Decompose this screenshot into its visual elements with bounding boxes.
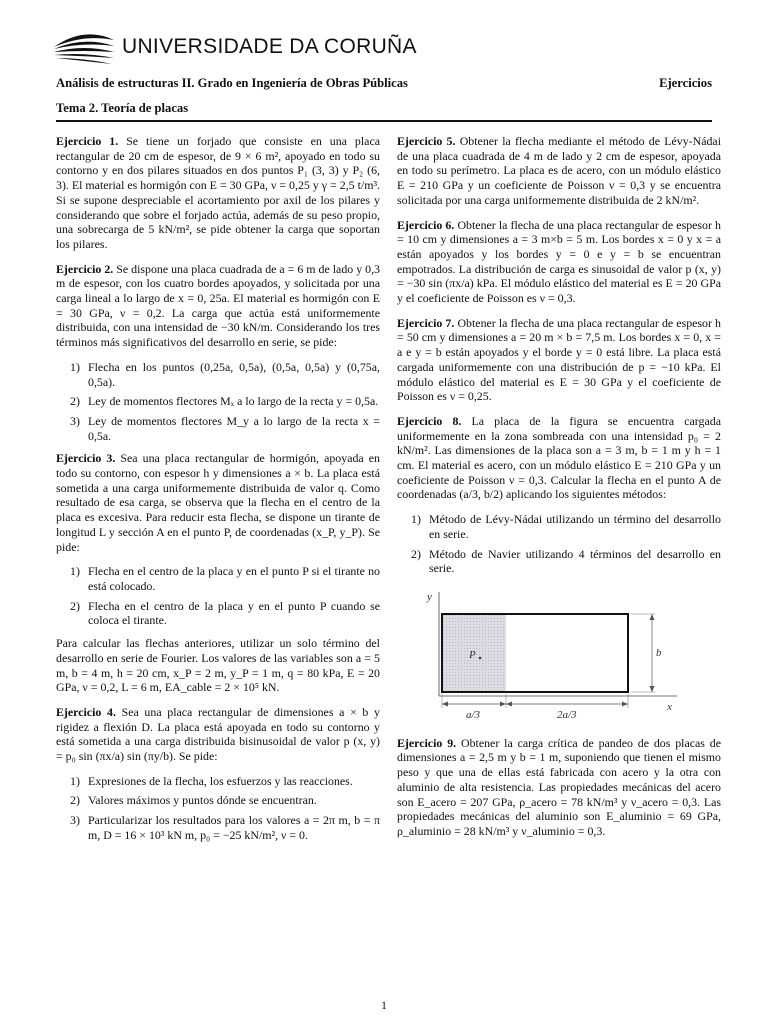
exercise-7-text: Obtener la flecha de una placa rectangular de espesor h = 50 cm y dimensiones a = 20 m × b = 7,5 m. Los bordes x = 0, x = a e y = b están apoyados y el borde y = 0 está libre. La placa está cargada uniformemente con una distribución de p = −10 kPa. El módulo elástico del material es E = 30 GPa y el coeficiente de Poisson es ν = 0,25.	[397, 315, 721, 404]
exercise-6-text: Obtener la flecha de una placa rectangular de espesor h = 10 cm y dimensiones a = 3 m×b = 5 m. Los bordes x = 0 y x = a están apoyados y los bordes y = 0 e y = b se encuentran empotrados. La distribución de carga es sinusoidal de valor p (x, y) = −30 sin (πx/a) kPa. El módulo elástico del material es E = 20 GPa y el coeficiente de Poisson es ν = 0,3.	[397, 217, 721, 306]
exercise-3	[56, 451, 380, 554]
list-item: 2) Método de Navier utilizando 4 términos del desarrollo en serie.	[411, 546, 721, 576]
y-axis-label: y	[427, 590, 432, 603]
exercise-4-text: Sea una placa rectangular de dimensiones a × b y rigidez a flexión D. La placa está apoyada en todo su contorno y está sometida a una carga distribuida bisinusoidal de valor p (x, y) = p₀ sin (πx/a) sin (πy/b). Se pide:	[56, 704, 380, 764]
exercise-1-title: Ejercicio 1.	[56, 134, 119, 148]
exercise-8	[397, 414, 721, 502]
exercise-5-text: Obtener la flecha mediante el método de Lévy-Nádai de una placa cuadrada de 4 m de lado y 2 cm de espesor, apoyada en todo su perímetro. La placa es de acero, con un módulo elástico E = 210 GPa y un coeficiente de Poisson ν = 0,3 y se encuentra solicitada por una carga uniformemente distribuida de 2 kN/m².	[397, 134, 722, 207]
list-item: 2) Ley de momentos flectores Mₓ a lo largo de la recta y = 0,5a.	[70, 394, 379, 409]
exercise-2-text: Se dispone una placa cuadrada de a = 6 m de lado y 0,3 m de espesor, con los cuatro bordes apoyados, y solicitada por una carga lineal a lo largo de x = 0, 25a. El material es hormigón con E = 30 GPa, ν = 0,2. La carga que actúa está uniformemente distribuida, con una intensidad de −30 kN/m. Considerando los tres términos más significativos del desarrollo en serie, se pide:	[56, 261, 380, 350]
university-emblem-icon	[52, 30, 116, 64]
exercise-5-title: Ejercicio 5.	[397, 134, 456, 148]
dimension-a3-label: a/3	[466, 708, 481, 721]
list-item: 1) Flecha en el centro de la placa y en el punto P si el tirante no está colocado.	[70, 564, 380, 593]
section-label: Ejercicios	[659, 76, 712, 90]
course-title: Análisis de estructuras II. Grado en Ingeniería de Obras Públicas	[56, 76, 408, 90]
exercise-5	[397, 134, 721, 208]
list-item: 1) Método de Lévy-Nádai utilizando un término del desarrollo en serie.	[411, 512, 721, 541]
exercise-4-list	[56, 774, 380, 843]
exercise-8-title: Ejercicio 8.	[397, 413, 462, 428]
right-column	[397, 134, 721, 849]
exercise-8-list	[397, 512, 721, 576]
list-item: 3) Ley de momentos flectores M_y a lo largo de la recta x = 0,5a.	[70, 413, 380, 443]
exercise-4-title: Ejercicio 4.	[56, 704, 116, 719]
exercise-3-continuation: Para calcular las flechas anteriores, utilizar un solo término del desarrollo en serie de Fourier. Los valores de las variables son a = 5 m, b = 4 m, h = 20 cm, x_P = 2 m, y_P = 1 m, q = 80 kPa, E = 20 GPa, ν = 0,2, L = 6 m, EA_cable = 2 × 10⁵ kN.	[56, 636, 380, 695]
exercise-3-list	[56, 564, 380, 628]
list-item: 1) Flecha en los puntos (0,25a, 0,5a), (0,5a, 0,5a) y (0,75a, 0,5a).	[70, 359, 380, 389]
exercise-1-text: Se tiene un forjado que consiste en una placa rectangular de 20 cm de espesor, de 9 × 6 m², apoyado en todo su contorno y en dos pilares situados en dos puntos P₁ (3, 3) y P₂ (6, 3). El material es hormigón con E = 30 GPa, ν = 0,25 y γ = 2,5 t/m³. Si se supone despreciable el acortamiento por axil de los pilares y considerando que sobre el forjado actúa, además de su peso propio, una sobrecarga de 5 kN/m², se pide obtener la carga que soportan los pilares.	[56, 134, 380, 251]
x-axis-label: x	[667, 700, 672, 713]
university-name: UNIVERSIDADE DA CORUÑA	[122, 35, 417, 58]
dimension-2a3-label: 2a/3	[557, 708, 577, 721]
b-dimension-label: b	[656, 646, 662, 659]
exercise-3-title: Ejercicio 3.	[56, 451, 116, 466]
page-number: 1	[381, 998, 387, 1012]
header-rule	[56, 120, 712, 122]
topic-title: Tema 2. Teoría de placas	[56, 101, 189, 115]
list-item: 1) Expresiones de la flecha, los esfuerzos y las reacciones.	[70, 773, 353, 788]
exercise-2-title: Ejercicio 2.	[56, 261, 114, 276]
list-item: 3) Particularizar los resultados para los valores a = 2π m, b = π m, D = 16 × 10³ kN m, p₀ = −25 kN/m², ν = 0.	[70, 813, 380, 842]
exercise-1	[56, 134, 380, 252]
exercise-4	[56, 705, 380, 764]
exercise-9	[397, 736, 721, 839]
exercise-6	[397, 218, 721, 306]
university-logo	[52, 30, 417, 64]
plate-figure	[397, 584, 721, 728]
plate-diagram	[397, 584, 721, 724]
list-item: 2) Flecha en el centro de la placa y en el punto P cuando se coloca el tirante.	[70, 598, 380, 628]
exercise-9-title: Ejercicio 9.	[397, 735, 457, 750]
exercise-7	[397, 316, 721, 404]
left-column	[56, 134, 380, 851]
exercise-2	[56, 262, 380, 350]
exercise-9-text: Obtener la carga crítica de pandeo de dos placas de dimensiones a = 2,5 m y b = 1 m, suponiendo que tienen el mismo peso y que una de ellas está fabricada con acero y la otra con aluminio de alta resistencia. Las propiedades mecánicas del acero son E_acero = 207 GPa, ρ_acero = 78 kN/m³ y ν_acero = 0,3. Las propiedades mecánicas del aluminio son E_aluminio = 69 GPa, ρ_aluminio = 28 kN/m³ y ν_aluminio = 0,3.	[397, 735, 722, 838]
course-header	[56, 76, 712, 91]
exercise-7-title: Ejercicio 7.	[397, 315, 455, 330]
exercise-2-list	[56, 360, 380, 444]
list-item: 2) Valores máximos y puntos dónde se encuentran.	[70, 793, 317, 808]
exercise-3-text: Sea una placa rectangular de hormigón, apoyada en todo su contorno, con espesor h y dimensiones a × b. La placa está sometida a una carga uniformemente distribuida de valor q. Como resultado de esa carga, se observa que la flecha en el centro de la placa es excesiva. Para reducir esta flecha, se dispone un tirante de longitud L y sección A en el punto P, de coordenadas (x_P, y_P). Se pide:	[56, 451, 380, 554]
point-label: P	[469, 648, 476, 661]
point-marker	[479, 657, 482, 660]
exercise-6-title: Ejercicio 6.	[397, 217, 455, 232]
exercise-8-text: La placa de la figura se encuentra cargada uniformemente en la zona sombreada con una intensidad p₀ = 2 kN/m². Las dimensiones de la placa son a = 3 m, b = 1 m y h = 1 cm. El material es acero, con un módulo elástico E = 210 GPa y un coeficiente de Poisson ν = 0,3. Calcular la flecha en el punto A de coordenadas (a/3, b/2) aplicando los siguientes métodos:	[397, 413, 721, 502]
